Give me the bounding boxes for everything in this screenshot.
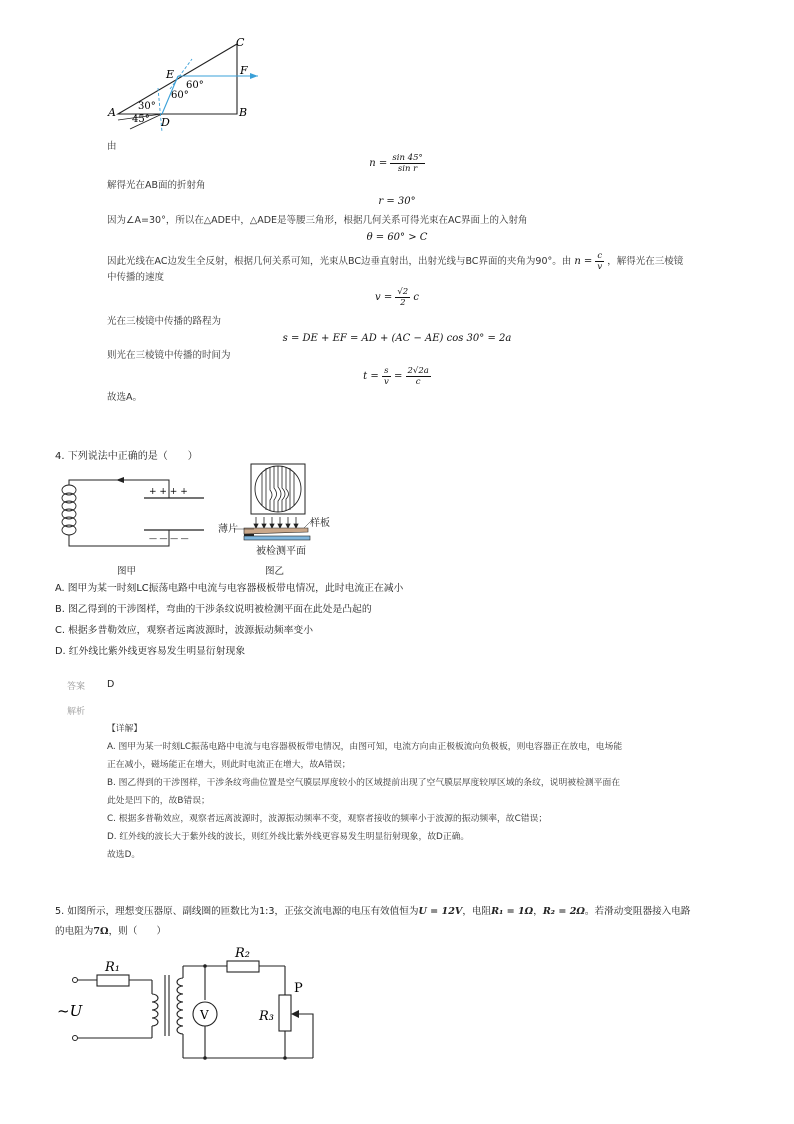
q5-r3: 7Ω <box>93 926 109 937</box>
eq7-equals: = <box>393 371 403 382</box>
detail-header: 【详解】 <box>107 724 143 734</box>
q5-r1: R₁ = 1Ω <box>491 906 534 917</box>
eq5-denominator: 2 <box>400 298 406 308</box>
option-a[interactable]: A. 图甲为某一时刻LC振荡电路中电流与电容器极板带电情况，此时电流正在减小 <box>55 583 404 594</box>
eq7-num1: s <box>382 366 391 377</box>
resistor-r3 <box>279 995 291 1031</box>
lc-circuit-figure <box>54 472 214 552</box>
eq7-den1: v <box>383 377 389 387</box>
explanation-line-7: 故选D。 <box>107 850 141 860</box>
eq1-lhs: n = <box>369 158 388 169</box>
q5-mid1: ，电阻 <box>462 906 492 917</box>
question-5-stem-line-2 <box>55 923 166 937</box>
label-source: ~U <box>57 1002 83 1020</box>
eq7-den2: c <box>415 377 421 387</box>
secondary-coil <box>177 978 183 1034</box>
label-r2: R₂ <box>235 946 250 961</box>
point-d-label: D <box>161 116 170 129</box>
tested-plane-label: 被检测平面 <box>256 546 306 557</box>
terminal-top <box>73 978 78 983</box>
point-c-label: C <box>236 36 245 49</box>
equation-v <box>0 287 794 308</box>
explanation-line-6: D. 红外线的波长大于紫外线的波长，则红外线比紫外线更容易发生明显衍射现象，故D正确。 <box>107 832 470 842</box>
answer-value: D <box>107 679 115 690</box>
solution-line-total-reflection <box>107 251 683 272</box>
angle-60-top-label: 60° <box>186 80 204 91</box>
line4-denominator: v <box>597 262 603 272</box>
label-p: P <box>294 981 303 996</box>
point-e-label: E <box>166 68 175 81</box>
eq5-numerator: √2 <box>397 287 409 297</box>
solution-line-path: 光在三棱镜中传播的路程为 <box>107 316 222 327</box>
thin-sheet-label: 薄片 <box>218 524 238 535</box>
eq7-lhs: t = <box>363 371 379 382</box>
solution-line-speed: 中传播的速度 <box>107 272 165 283</box>
tested-plane <box>244 536 310 540</box>
light-arrows <box>254 517 298 528</box>
explanation-line-1: A. 图甲为某一时刻LC振荡电路中电流与电容器极板带电情况，由图可知，电流方向由正极板流向负极板，则电容器正在放电，电场能 <box>107 742 623 752</box>
line4b-text: ，解得光在三棱镜 <box>607 256 684 267</box>
primary-coil <box>152 994 158 1026</box>
q5-stem-a: 5. 如图所示，理想变压器原、副线圈的匝数比为1:3，正弦交流电源的电压有效值恒为 <box>55 906 419 917</box>
option-b[interactable]: B. 图乙得到的干涉图样，弯曲的干涉条纹说明被检测平面在此处是凸起的 <box>55 604 372 615</box>
solution-line-you: 由 <box>107 141 117 152</box>
question-5-stem-line-1 <box>55 903 690 917</box>
answer-label: 答案 <box>67 682 86 692</box>
solution-line-time: 则光在三棱镜中传播的时间为 <box>107 350 231 361</box>
plus-charges: + + + + <box>149 487 188 497</box>
q5-stem-c-a: 的电阻为 <box>55 926 94 937</box>
label-r3: R₃ <box>259 1009 274 1024</box>
q5-stem-b: 。若滑动变阻器接入电路 <box>584 906 691 917</box>
point-a-label: A <box>108 106 116 119</box>
eq7-num2: 2√2a <box>407 366 429 376</box>
eq1-denominator: sin r <box>397 164 418 174</box>
angle-30-label: 30° <box>138 101 156 112</box>
q5-r2: R₂ = 2Ω <box>542 906 585 917</box>
explanation-line-2: 正在减小，磁场能正在增大，则此时电流正在增大，故A错误； <box>107 760 351 770</box>
option-d[interactable]: D. 红外线比紫外线更容易发生明显衍射现象 <box>55 646 246 657</box>
analysis-label: 解析 <box>67 707 86 717</box>
figure-2-caption: 图乙 <box>265 566 285 577</box>
slider-arrow <box>291 1010 299 1018</box>
line4-numerator: c <box>595 251 604 262</box>
equation-n-sin <box>0 153 794 174</box>
angle-45-label: 45° <box>132 114 150 125</box>
equation-r: r = 30° <box>378 196 416 207</box>
resistor-r2 <box>227 961 259 972</box>
solution-line-refraction: 解得光在AB面的折射角 <box>107 180 206 191</box>
current-arrow <box>116 477 124 483</box>
figure-1-caption: 图甲 <box>117 566 137 577</box>
eq5-lhs: v = <box>374 292 393 303</box>
label-r1: R₁ <box>105 960 120 975</box>
slider-wire <box>297 1014 313 1058</box>
eq1-numerator: sin 45° <box>392 153 423 163</box>
solution-conclusion: 故选A。 <box>107 392 142 403</box>
line4a-text: 因此光线在AC边发生全反射，根据几何关系可知，光束从BC边垂直射出，出射光线与BC界面的夹角为90°。由 <box>107 256 572 267</box>
equation-t <box>0 366 794 387</box>
q5-voltage: U = 12V <box>418 906 463 917</box>
solution-line-angle: 因为∠A=30°，所以在△ADE中，△ADE是等腰三角形，根据几何关系可得光束在AC界面上的入射角 <box>107 215 528 226</box>
option-c[interactable]: C. 根据多普勒效应，观察者远离波源时，波源振动频率变小 <box>55 625 313 636</box>
q5-stem-c-b: ，则（ ） <box>108 926 167 937</box>
transformer-circuit-figure <box>55 940 335 1070</box>
point-b-label: B <box>239 106 248 119</box>
terminal-bottom <box>73 1036 78 1041</box>
explanation-line-5: C. 根据多普勒效应，观察者远离波源时，波源振动频率不变，观察者接收的频率小于波源的振动频率，故C错误； <box>107 814 548 824</box>
question-4-stem: 4. 下列说法中正确的是（ ） <box>55 451 198 462</box>
minus-charges: — — — — <box>149 534 189 543</box>
label-v: V <box>200 1008 209 1022</box>
prism-figure <box>100 34 270 134</box>
equation-theta: θ = 60° > C <box>366 232 428 243</box>
sample-plate-label: 样板 <box>310 518 330 529</box>
inductor-coil <box>62 485 76 535</box>
point-f-label: F <box>240 64 248 77</box>
line4-n: n = <box>574 256 593 267</box>
ray-arrow <box>250 73 258 79</box>
equation-s: s = DE + EF = AD + (AC − AE) cos 30° = 2a <box>282 333 512 344</box>
resistor-r1 <box>97 975 129 986</box>
eq5-rhs: c <box>413 292 420 303</box>
explanation-line-4: 此处是凹下的，故B错误； <box>107 796 210 806</box>
explanation-line-3: B. 图乙得到的干涉图样，干涉条纹弯曲位置是空气膜层厚度较小的区域提前出现了空气膜层厚度较厚区域的条纹，说明被检测平面在 <box>107 778 621 788</box>
q5-mid2: ， <box>533 906 543 917</box>
angle-60-bottom-label: 60° <box>171 90 189 101</box>
